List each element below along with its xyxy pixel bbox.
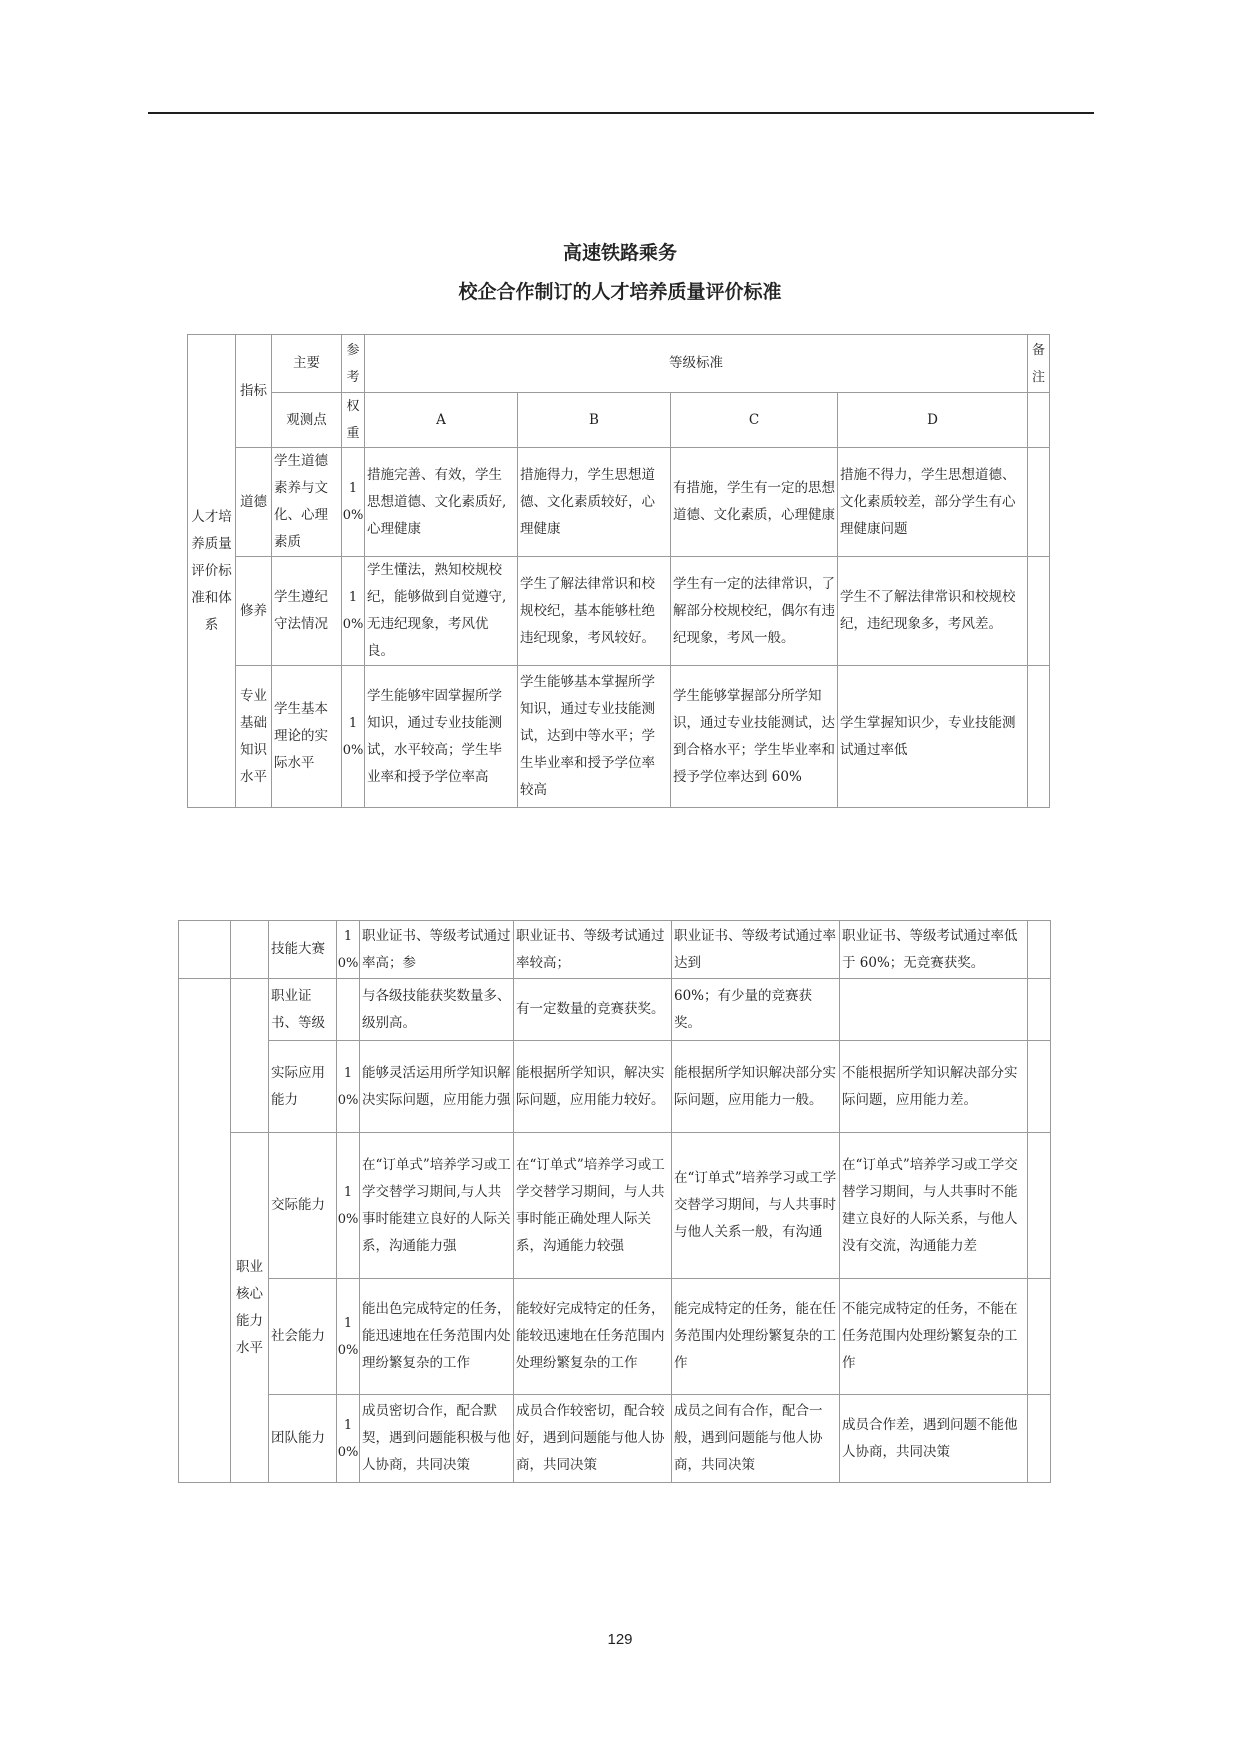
- header-rule: [148, 112, 1094, 114]
- remarks-cell: [1028, 666, 1050, 808]
- observe-cell: 技能大赛: [269, 921, 337, 979]
- grade-c-cell: 在“订单式”培养学习或工学交替学习期间，与人共事时与他人关系一般，有沟通: [672, 1133, 840, 1279]
- grade-b-cell: 有一定数量的竞赛获奖。: [514, 979, 672, 1041]
- remarks-cell: [1028, 1041, 1051, 1133]
- table-row: [179, 1133, 1051, 1279]
- grade-d-cell: 职业证书、等级考试通过率低于 60%；无竞赛获奖。: [840, 921, 1028, 979]
- observe-cell: 学生基本理论的实际水平: [272, 666, 342, 808]
- grade-c-cell: 学生有一定的法律常识，了解部分校规校纪，偶尔有违纪现象，考风一般。: [671, 557, 838, 666]
- table-header-row: [188, 393, 1050, 448]
- observe-cell: 学生遵纪守法情况: [272, 557, 342, 666]
- table-header-row: [188, 335, 1050, 393]
- grade-b-cell: 能根据所学知识，解决实际问题，应用能力较好。: [514, 1041, 672, 1133]
- grade-b-cell: 措施得力，学生思想道德、文化素质较好，心理健康: [518, 448, 671, 557]
- grade-d-cell: [840, 979, 1028, 1041]
- grade-a-cell: 在“订单式”培养学习或工学交替学习期间,与人共事时能建立良好的人际关系，沟通能力强: [360, 1133, 514, 1279]
- header-grade-a: A: [365, 393, 518, 448]
- weight-cell: 10%: [337, 1279, 360, 1395]
- grade-d-cell: 学生不了解法律常识和校规校纪，违纪现象多，考风差。: [838, 557, 1028, 666]
- remarks-cell: [1028, 1133, 1051, 1279]
- indicator-cell: 职业核心能力水平: [231, 1133, 269, 1483]
- grade-a-cell: 能出色完成特定的任务，能迅速地在任务范围内处理纷繁复杂的工作: [360, 1279, 514, 1395]
- grade-d-cell: 不能完成特定的任务，不能在任务范围内处理纷繁复杂的工作: [840, 1279, 1028, 1395]
- weight-cell: 10%: [342, 666, 365, 808]
- table-row: [179, 1279, 1051, 1395]
- grade-a-cell: 职业证书、等级考试通过率高；参: [360, 921, 514, 979]
- grade-c-cell: 60%；有少量的竞赛获奖。: [672, 979, 840, 1041]
- grade-a-cell: 学生懂法，熟知校规校纪，能够做到自觉遵守,无违纪现象，考风优良。: [365, 557, 518, 666]
- weight-cell: 10%: [337, 1395, 360, 1483]
- weight-cell: 10%: [337, 1041, 360, 1133]
- observe-cell: 实际应用能力: [269, 1041, 337, 1133]
- grade-c-cell: 学生能够掌握部分所学知识，通过专业技能测试，达到合格水平；学生毕业率和授予学位率达到 60%: [671, 666, 838, 808]
- remarks-cell: [1028, 979, 1051, 1041]
- header-main: 主要: [272, 335, 342, 393]
- table-row: [179, 921, 1051, 979]
- observe-cell: 学生道德素养与文化、心理素质: [272, 448, 342, 557]
- header-grade-c: C: [671, 393, 838, 448]
- weight-cell: [337, 979, 360, 1041]
- evaluation-table-part2: [178, 920, 1051, 1483]
- grade-a-cell: 与各级技能获奖数量多、级别高。: [360, 979, 514, 1041]
- remarks-cell: [1028, 1395, 1051, 1483]
- category-cell-empty: [179, 979, 231, 1483]
- document-title-line1: 高速铁路乘务: [562, 242, 677, 264]
- weight-cell: 10%: [342, 448, 365, 557]
- table-row: [179, 1041, 1051, 1133]
- table-row: [188, 666, 1050, 808]
- evaluation-table-part1: [187, 334, 1050, 808]
- table-row: [188, 448, 1050, 557]
- indicator-cell: 专业基础知识水平: [236, 666, 272, 808]
- document-title-line2: 校企合作制订的人才培养质量评价标准: [458, 281, 782, 303]
- grade-c-cell: 成员之间有合作，配合一般，遇到问题能与他人协商，共同决策: [672, 1395, 840, 1483]
- remarks-cell: [1028, 921, 1051, 979]
- grade-a-cell: 措施完善、有效，学生思想道德、文化素质好,心理健康: [365, 448, 518, 557]
- grade-d-cell: 成员合作差，遇到问题不能他人协商，共同决策: [840, 1395, 1028, 1483]
- indicator-cell-empty: [231, 979, 269, 1133]
- observe-cell: 团队能力: [269, 1395, 337, 1483]
- grade-b-cell: 职业证书、等级考试通过率较高；: [514, 921, 672, 979]
- header-remarks: 备注: [1028, 335, 1050, 393]
- grade-d-cell: 措施不得力，学生思想道德、文化素质较差，部分学生有心理健康问题: [838, 448, 1028, 557]
- remarks-cell: [1028, 557, 1050, 666]
- grade-b-cell: 在“订单式”培养学习或工学交替学习期间，与人共事时能正确处理人际关系，沟通能力较强: [514, 1133, 672, 1279]
- header-weight: 权重: [342, 393, 365, 448]
- weight-cell: 10%: [337, 921, 360, 979]
- grade-c-cell: 能完成特定的任务，能在任务范围内处理纷繁复杂的工作: [672, 1279, 840, 1395]
- remarks-cell: [1028, 1279, 1051, 1395]
- weight-cell: 10%: [342, 557, 365, 666]
- grade-a-cell: 成员密切合作，配合默契，遇到问题能积极与他人协商，共同决策: [360, 1395, 514, 1483]
- page-number: 129: [607, 1631, 633, 1648]
- grade-c-cell: 能根据所学知识解决部分实际问题，应用能力一般。: [672, 1041, 840, 1133]
- grade-b-cell: 学生能够基本掌握所学知识，通过专业技能测试，达到中等水平；学生毕业率和授予学位率较高: [518, 666, 671, 808]
- observe-cell: 职业证书、等级: [269, 979, 337, 1041]
- header-grade-b: B: [518, 393, 671, 448]
- observe-cell: 社会能力: [269, 1279, 337, 1395]
- grade-c-cell: 有措施，学生有一定的思想道德、文化素质，心理健康: [671, 448, 838, 557]
- category-cell-empty: [179, 921, 231, 979]
- observe-cell: 交际能力: [269, 1133, 337, 1279]
- grade-d-cell: 在“订单式”培养学习或工学交替学习期间，与人共事时不能建立良好的人际关系，与他人没有交流，沟通能力差: [840, 1133, 1028, 1279]
- table-row: [188, 557, 1050, 666]
- grade-a-cell: 能够灵活运用所学知识解决实际问题，应用能力强: [360, 1041, 514, 1133]
- table-row: [179, 979, 1051, 1041]
- category-cell: 人才培养质量评价标准和体系: [188, 335, 236, 808]
- remarks-cell: [1028, 393, 1050, 448]
- indicator-cell-empty: [231, 921, 269, 979]
- grade-a-cell: 学生能够牢固掌握所学知识，通过专业技能测试，水平较高；学生毕业率和授予学位率高: [365, 666, 518, 808]
- header-grade-standard: 等级标准: [365, 335, 1028, 393]
- header-observe: 观测点: [272, 393, 342, 448]
- header-indicator: 指标: [236, 335, 272, 448]
- grade-b-cell: 学生了解法律常识和校规校纪，基本能够杜绝违纪现象，考风较好。: [518, 557, 671, 666]
- indicator-cell: 道德: [236, 448, 272, 557]
- header-ref: 参考: [342, 335, 365, 393]
- header-grade-d: D: [838, 393, 1028, 448]
- grade-c-cell: 职业证书、等级考试通过率达到: [672, 921, 840, 979]
- grade-d-cell: 不能根据所学知识解决部分实际问题，应用能力差。: [840, 1041, 1028, 1133]
- remarks-cell: [1028, 448, 1050, 557]
- weight-cell: 10%: [337, 1133, 360, 1279]
- indicator-cell: 修养: [236, 557, 272, 666]
- grade-b-cell: 能较好完成特定的任务，能较迅速地在任务范围内处理纷繁复杂的工作: [514, 1279, 672, 1395]
- grade-b-cell: 成员合作较密切，配合较好，遇到问题能与他人协商，共同决策: [514, 1395, 672, 1483]
- grade-d-cell: 学生掌握知识少，专业技能测试通过率低: [838, 666, 1028, 808]
- table-row: [179, 1395, 1051, 1483]
